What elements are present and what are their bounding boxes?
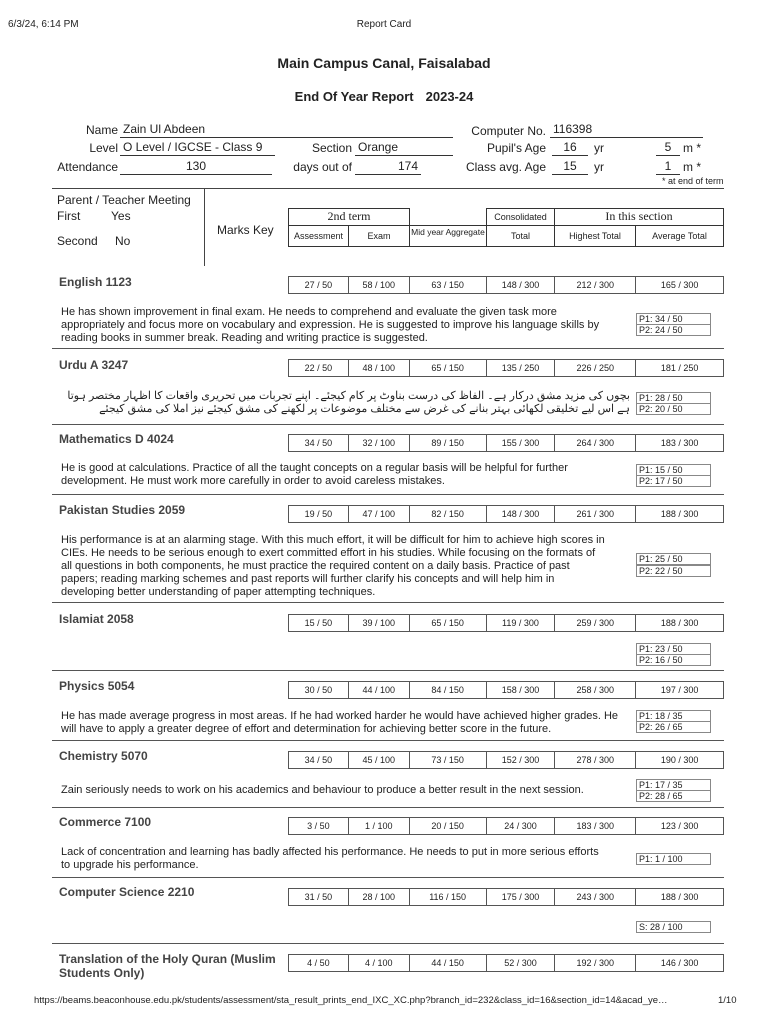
class-avg-age-months: 1 [656,159,680,175]
mark-highest: 226 / 250 [554,359,636,377]
mark-exam: 44 / 100 [348,681,410,699]
print-datetime: 6/3/24, 6:14 PM [8,19,79,30]
ptm-second-value: No [115,234,131,248]
mark-exam: 1 / 100 [348,817,410,835]
subject-name: Commerce 7100 [59,815,152,829]
subject-name: Islamiat 2058 [59,612,134,626]
mark-total: 148 / 300 [486,505,556,523]
marks-row [288,505,724,523]
mark-midyear: 84 / 150 [409,681,487,699]
subject-name: Computer Science 2210 [59,885,195,899]
subject-name: Pakistan Studies 2059 [59,503,186,517]
school-name: Main Campus Canal, Faisalabad [277,55,491,71]
print-page-title: Report Card [356,19,412,30]
class-avg-age-yr-unit: yr [594,160,604,174]
ptm-second-label: Second [57,234,98,248]
subject-separator [52,424,724,425]
subject-comment: He has shown improvement in final exam. He needs to comprehend and evaluate the given task more appropriately and focus more on vocabulary and expression. He is suggested to improve his language skills by reading books in summer break. Reading and writing practice is suggested. [61,306,600,344]
class-avg-age-m-unit: m * [683,160,701,174]
paper-score: P2: 22 / 50 [636,565,711,577]
marks-row [288,681,724,699]
mark-midyear: 63 / 150 [409,276,487,294]
mark-midyear: 89 / 150 [409,434,487,452]
report-year: 2023-24 [425,89,474,104]
mark-assessment: 34 / 50 [288,434,349,452]
mark-exam: 58 / 100 [348,276,410,294]
computer-no-label: Computer No. [471,124,546,138]
paper-score: P2: 26 / 65 [636,721,711,733]
subject-separator [52,877,724,878]
mark-average: 188 / 300 [635,888,724,906]
paper-score: P1: 34 / 50 [636,313,711,325]
mark-midyear: 82 / 150 [409,505,487,523]
paper-score: P1: 25 / 50 [636,553,711,565]
subject-separator [52,670,724,671]
ptm-title: Parent / Teacher Meeting [57,193,191,207]
print-page-number: 1/10 [718,995,737,1006]
paper-score: P2: 24 / 50 [636,324,711,336]
marks-key-label: Marks Key [217,223,274,237]
mark-assessment: 4 / 50 [288,954,349,972]
mark-assessment: 27 / 50 [288,276,349,294]
subject-name: Urdu A 3247 [59,358,129,372]
pupils-age-months: 5 [656,140,680,156]
key-midyear-aggregate: Mid year Aggregate [409,225,487,247]
mark-highest: 212 / 300 [554,276,636,294]
pupils-age-label: Pupil's Age [487,141,546,155]
mark-exam: 39 / 100 [348,614,410,632]
student-section: Orange [355,140,453,156]
report-title [0,89,768,104]
subject-separator [52,740,724,741]
subject-comment: Lack of concentration and learning has badly affected his performance. He needs to put in more serious efforts to upgrade his performance. [61,846,599,871]
key-consolidated: Consolidated [486,208,555,226]
marks-row [288,359,724,377]
mark-highest: 183 / 300 [554,817,636,835]
ptm-first-label: First [57,209,81,223]
ptm-first-value: Yes [111,209,131,223]
subject-separator [52,348,724,349]
mark-total: 148 / 300 [486,276,556,294]
mark-midyear: 65 / 150 [409,359,487,377]
mark-highest: 278 / 300 [554,751,636,769]
mark-assessment: 3 / 50 [288,817,349,835]
key-highest-total: Highest Total [554,225,636,247]
subject-name: Chemistry 5070 [59,749,148,763]
mark-total: 175 / 300 [486,888,556,906]
student-name: Zain Ul Abdeen [120,122,453,138]
subject-separator [52,943,724,944]
subject-separator [52,807,724,808]
paper-score: P2: 17 / 50 [636,475,711,487]
mark-highest: 243 / 300 [554,888,636,906]
paper-score: S: 28 / 100 [636,921,711,933]
mark-midyear: 116 / 150 [409,888,487,906]
mark-highest: 261 / 300 [554,505,636,523]
level-label: Level [89,141,118,155]
subject-name: English 1123 [59,275,132,289]
paper-score: P1: 17 / 35 [636,779,711,791]
subject-comment: He is good at calculations. Practice of all the taught concepts on a regular basis will be helpful for further development. He must work more carefully in order to avoid careless mistakes. [61,462,568,487]
paper-score: P2: 20 / 50 [636,403,711,415]
paper-score: P1: 28 / 50 [636,392,711,404]
mark-assessment: 22 / 50 [288,359,349,377]
mark-exam: 4 / 100 [348,954,410,972]
subject-comment-urdu: بچوں کی مزید مشق درکار ہے۔ الفاظ کی درست بناوٹ پر کام کیجئے۔ اپنے تجربات میں تحریری واقعات کا اظہار مختصر ہوتا ہے اس لیے تخلیقی لکھائی بہتر بنانے کی غرض سے مختلف موضوعات پر لکھنے کی مشق کیجئے نیز املا کی مشق کیجئے [67,390,630,415]
key-in-section: In this section [554,208,724,226]
subject-comment: Zain seriously needs to work on his academics and behaviour to produce a better result in the next session. [61,784,584,796]
end-of-term-note: * at end of term [662,176,724,186]
mark-average: 165 / 300 [635,276,724,294]
mark-total: 158 / 300 [486,681,556,699]
mark-assessment: 31 / 50 [288,888,349,906]
mark-exam: 28 / 100 [348,888,410,906]
key-average-total: Average Total [635,225,724,247]
pupils-age-years: 16 [552,140,588,156]
mark-assessment: 19 / 50 [288,505,349,523]
paper-score: P1: 23 / 50 [636,643,711,655]
mark-midyear: 73 / 150 [409,751,487,769]
subject-name: Translation of the Holy Quran (Muslim Students Only) [59,952,276,980]
mark-average: 123 / 300 [635,817,724,835]
days-total: 174 [355,159,421,175]
mark-total: 152 / 300 [486,751,556,769]
pupils-age-m-unit: m * [683,141,701,155]
mark-highest: 258 / 300 [554,681,636,699]
attendance-value: 130 [120,159,272,175]
mark-highest: 264 / 300 [554,434,636,452]
marks-row [288,614,724,632]
mark-total: 24 / 300 [486,817,556,835]
marks-row [288,954,724,972]
mark-total: 155 / 300 [486,434,556,452]
mark-midyear: 65 / 150 [409,614,487,632]
subject-separator [52,494,724,495]
marks-row [288,817,724,835]
computer-no: 116398 [550,122,703,138]
mark-average: 188 / 300 [635,505,724,523]
mark-exam: 47 / 100 [348,505,410,523]
class-avg-age-years: 15 [552,159,588,175]
key-divider [204,188,205,266]
key-top-rule [52,188,724,189]
mark-highest: 192 / 300 [554,954,636,972]
subject-comment: His performance is at an alarming stage. With this much effort, it will be difficult for him to achieve high scores in CIEs. He needs to be serious enough to exert committed effort in his studies. While focusing on the formats of all questions in both components, he must practice the required content on a daily basis. Practice of past papers; reading marking schemes and past reports will further clarify his concepts and will help him in developing better understanding of paper attempting techniques. [61,534,605,598]
days-out-of-label: days out of [293,160,352,174]
mark-midyear: 20 / 150 [409,817,487,835]
paper-score: P2: 16 / 50 [636,654,711,666]
mark-exam: 48 / 100 [348,359,410,377]
subject-name: Physics 5054 [59,679,135,693]
student-level: O Level / IGCSE - Class 9 [120,140,275,156]
subject-comment: He has made average progress in most areas. If he had worked harder he would have achieved higher grades. He will have to apply a greater degree of effort and determination for achieving better score in the future. [61,710,619,735]
key-exam: Exam [348,225,410,247]
mark-average: 146 / 300 [635,954,724,972]
mark-exam: 32 / 100 [348,434,410,452]
mark-assessment: 15 / 50 [288,614,349,632]
mark-highest: 259 / 300 [554,614,636,632]
marks-row [288,276,724,294]
key-total: Total [486,225,555,247]
subject-name: Mathematics D 4024 [59,432,174,446]
mark-average: 190 / 300 [635,751,724,769]
mark-total: 52 / 300 [486,954,556,972]
paper-score: P1: 1 / 100 [636,853,711,865]
paper-score: P1: 18 / 35 [636,710,711,722]
key-assessment: Assessment [288,225,349,247]
key-2nd-term: 2nd term [288,208,410,226]
mark-total: 119 / 300 [486,614,556,632]
section-label: Section [311,141,352,155]
mark-average: 188 / 300 [635,614,724,632]
mark-average: 181 / 250 [635,359,724,377]
mark-total: 135 / 250 [486,359,556,377]
mark-midyear: 44 / 150 [409,954,487,972]
paper-score: P1: 15 / 50 [636,464,711,476]
mark-assessment: 30 / 50 [288,681,349,699]
marks-row [288,888,724,906]
mark-exam: 45 / 100 [348,751,410,769]
class-avg-age-label: Class avg. Age [465,160,546,174]
marks-row [288,751,724,769]
mark-assessment: 34 / 50 [288,751,349,769]
mark-average: 183 / 300 [635,434,724,452]
name-label: Name [85,123,118,137]
paper-score: P2: 28 / 65 [636,790,711,802]
report-title-text: End Of Year Report [294,89,414,104]
print-url: https://beams.beaconhouse.edu.pk/students/assessment/sta_result_prints_end_IXC_XC.php?branch_id=232&class_id=16&section_id=14&acad_ye… [34,995,668,1006]
attendance-label: Attendance [57,160,118,174]
marks-row [288,434,724,452]
mark-average: 197 / 300 [635,681,724,699]
subject-separator [52,602,724,603]
pupils-age-yr-unit: yr [594,141,604,155]
